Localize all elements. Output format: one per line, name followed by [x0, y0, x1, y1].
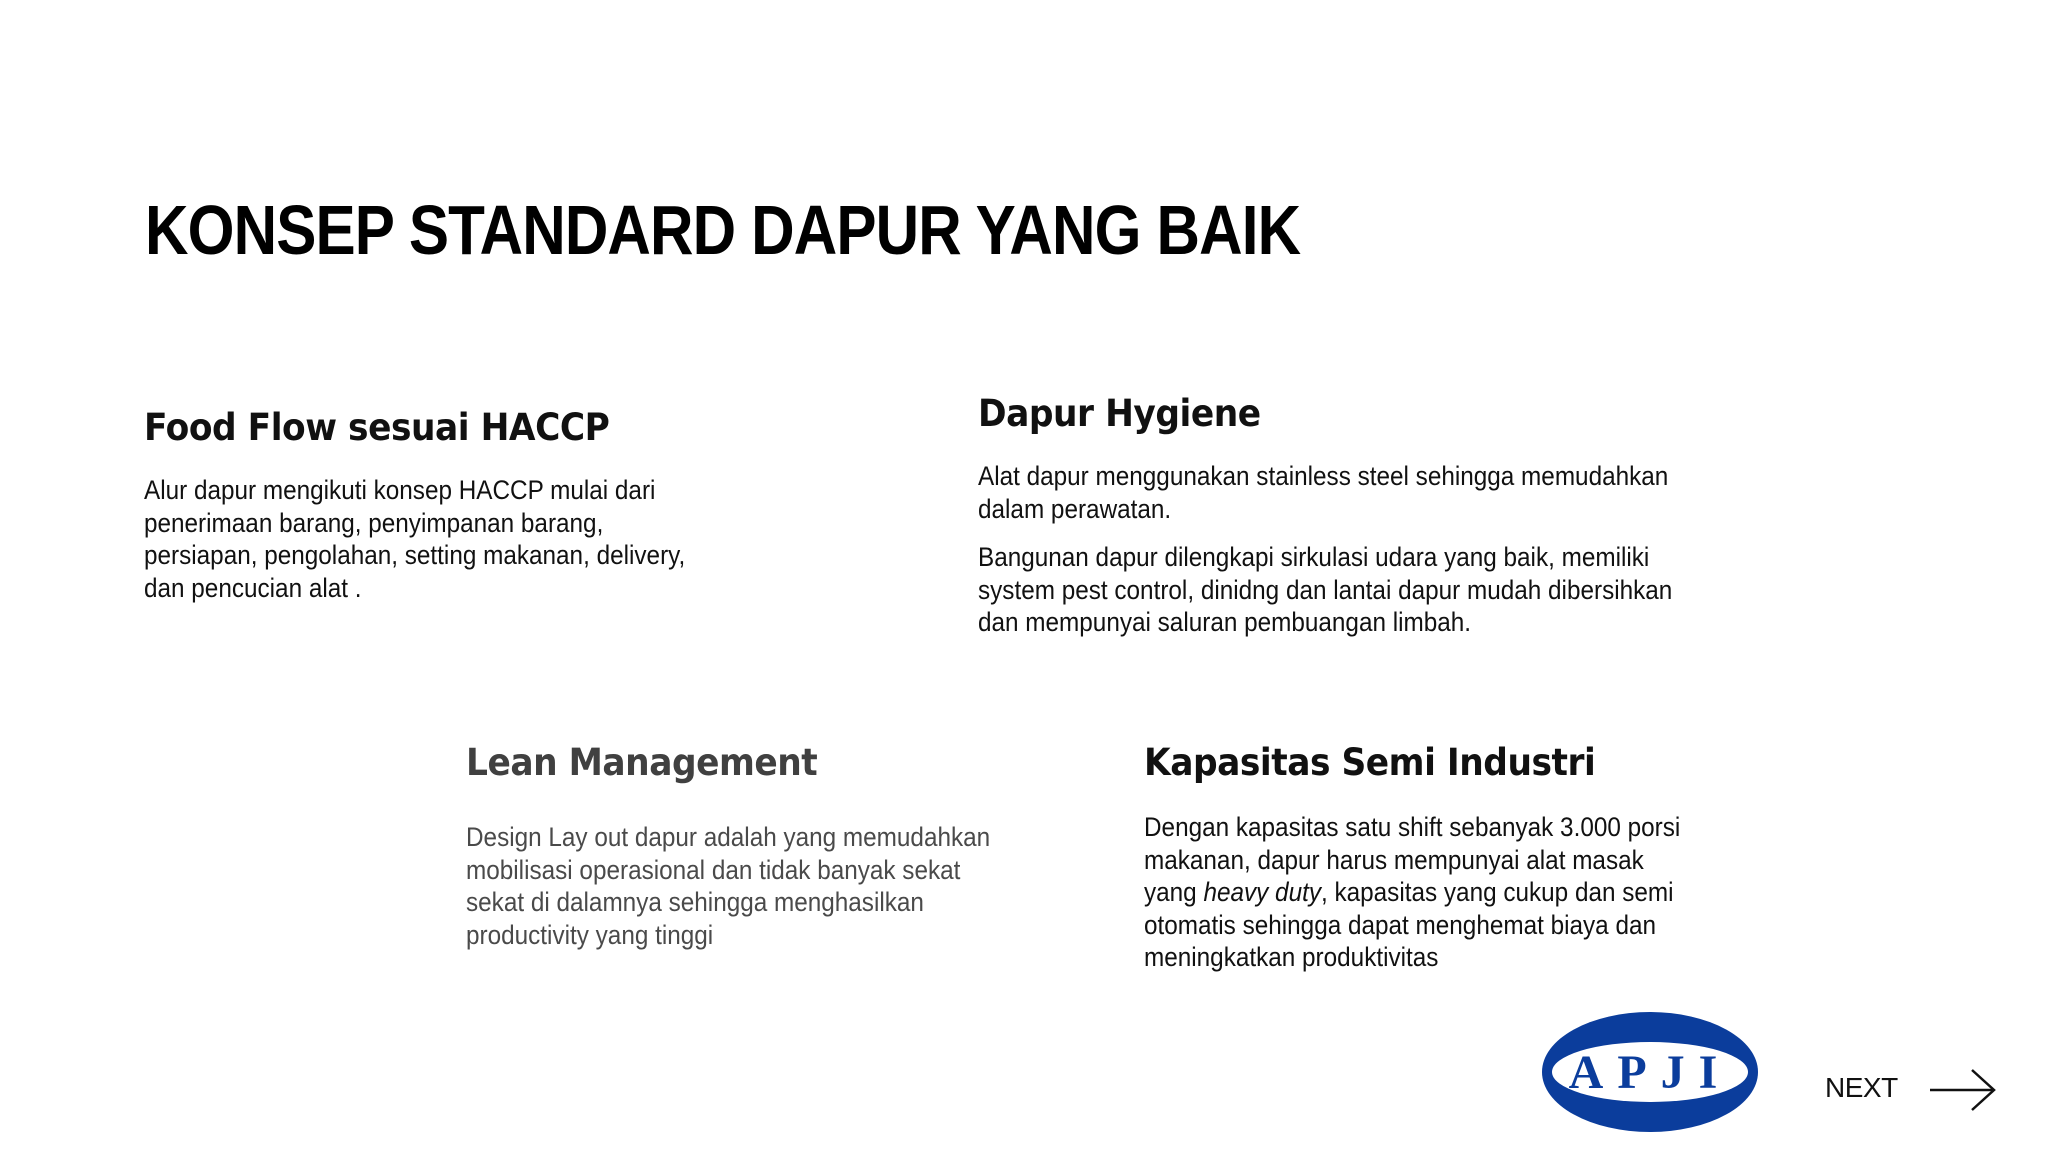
section-lean-management: [466, 739, 1086, 951]
section-heading-hygiene: Dapur Hygiene: [978, 392, 1261, 435]
arrow-right-icon[interactable]: [1928, 1066, 1998, 1114]
section-text-hygiene-1: Alat dapur menggunakan stainless steel sehingga memudahkan dalam perawatan.: [978, 461, 1669, 524]
section-text-lean: Design Lay out dapur adalah yang memudahkan mobilisasi operasional dan tidak banyak sekat sekat di dalamnya sehingga menghasilkan productivity yang tinggi: [466, 822, 991, 950]
section-dapur-hygiene: [978, 390, 1758, 639]
section-kapasitas: [1144, 739, 1784, 974]
slide-title: KONSEP STANDARD DAPUR YANG BAIK: [145, 191, 1301, 269]
section-text-kapasitas: [1144, 811, 1720, 974]
section-heading-lean: Lean Management: [466, 741, 818, 784]
section-food-flow: [144, 404, 844, 604]
kapasitas-text-part-a: Dengan kapasitas satu shift sebanyak 3.000 porsi makanan, dapur harus mempunyai alat masak yang: [1144, 812, 1681, 907]
kapasitas-text-emphasis: heavy duty: [1203, 877, 1321, 907]
section-heading-kapasitas: Kapasitas Semi Industri: [1144, 741, 1596, 784]
apji-logo: [1540, 1010, 1760, 1134]
section-text-food-flow: Alur dapur mengikuti konsep HACCP mulai dari penerimaan barang, penyimpanan barang, persiapan, pengolahan, setting makanan, delivery, dan pencucian alat .: [144, 475, 686, 603]
section-text-hygiene-2: Bangunan dapur dilengkapi sirkulasi udara yang baik, memiliki system pest control, dinidng dan lantai dapur mudah dibersihkan dan mempunyai saluran pembuangan limbah.: [978, 542, 1673, 637]
section-heading-food-flow: Food Flow sesuai HACCP: [144, 406, 610, 449]
kapasitas-text-part-b: , kapasitas yang cukup dan semi otomatis sehingga dapat menghemat biaya dan meningkatkan produktivitas: [1144, 877, 1674, 972]
logo-text: APJI: [1568, 1046, 1732, 1099]
next-button[interactable]: NEXT: [1825, 1072, 1898, 1103]
